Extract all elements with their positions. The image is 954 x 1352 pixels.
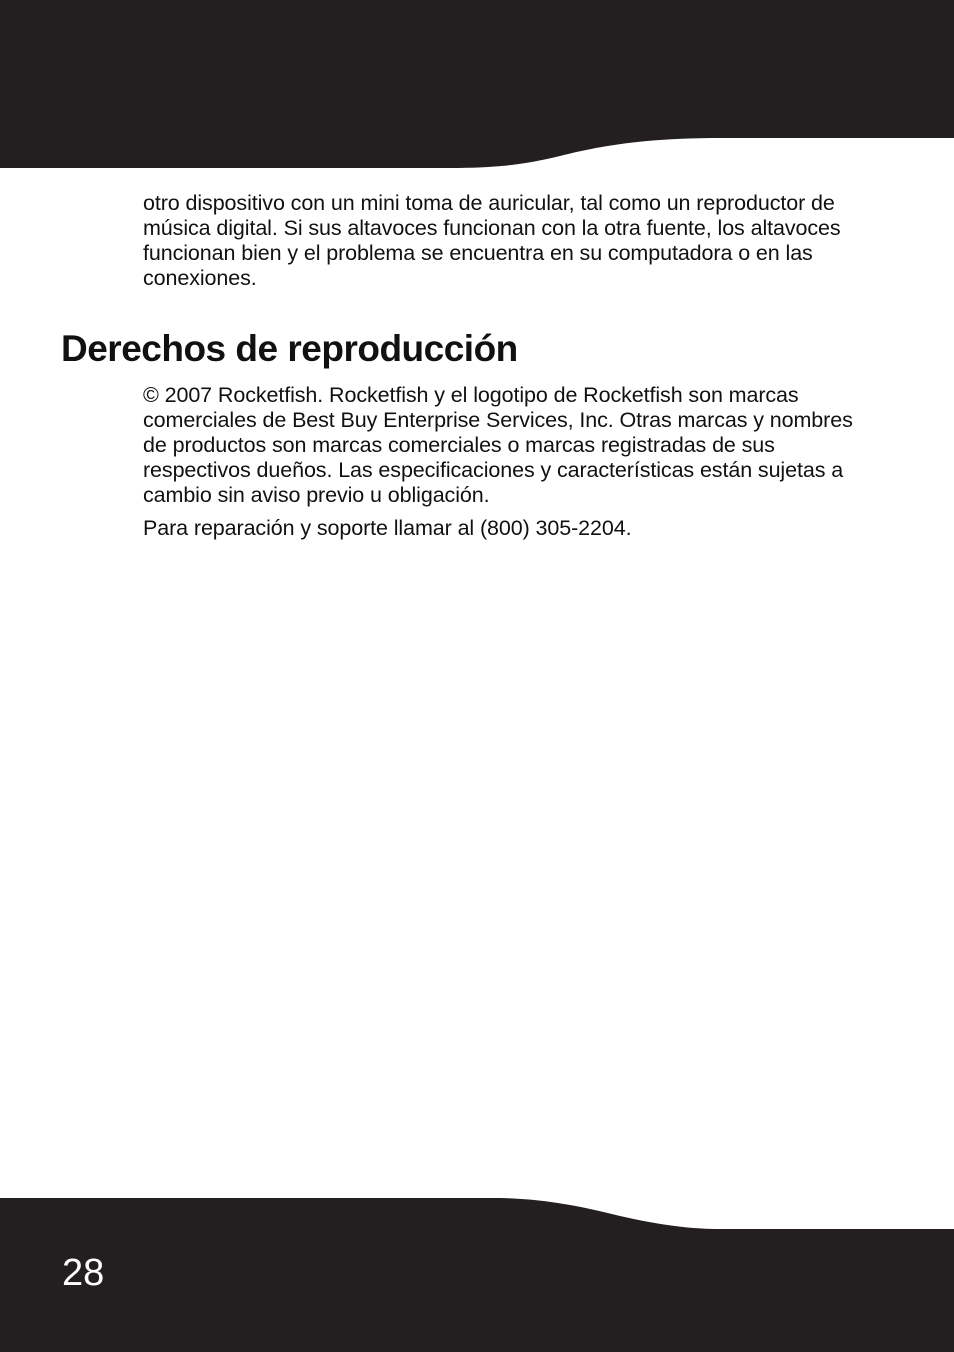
support-paragraph: Para reparación y soporte llamar al (800) 305-2204. bbox=[143, 516, 632, 540]
footer-band-shape bbox=[0, 1198, 954, 1352]
header-band-shape bbox=[0, 0, 954, 168]
page-number: 28 bbox=[62, 1252, 105, 1294]
footer-band bbox=[0, 1192, 954, 1352]
copyright-paragraph: © 2007 Rocketfish. Rocketfish y el logotipo de Rocketfish son marcas comerciales de Best Buy Enterprise Services, Inc. Otras marcas y nombres de productos son marcas comerciales o marcas registradas de sus respectivos dueños. Las especificaciones y características están sujetas a cambio sin aviso previo u obligación. bbox=[143, 383, 853, 507]
section-heading: Derechos de reproducción bbox=[61, 328, 518, 369]
continued-paragraph: otro dispositivo con un mini toma de auricular, tal como un reproductor de música digital. Si sus altavoces funcionan con la otra fuente, los altavoces funcionan bien y el problema se encuentra en su computadora o en las conexiones. bbox=[143, 191, 841, 290]
header-band bbox=[0, 0, 954, 172]
